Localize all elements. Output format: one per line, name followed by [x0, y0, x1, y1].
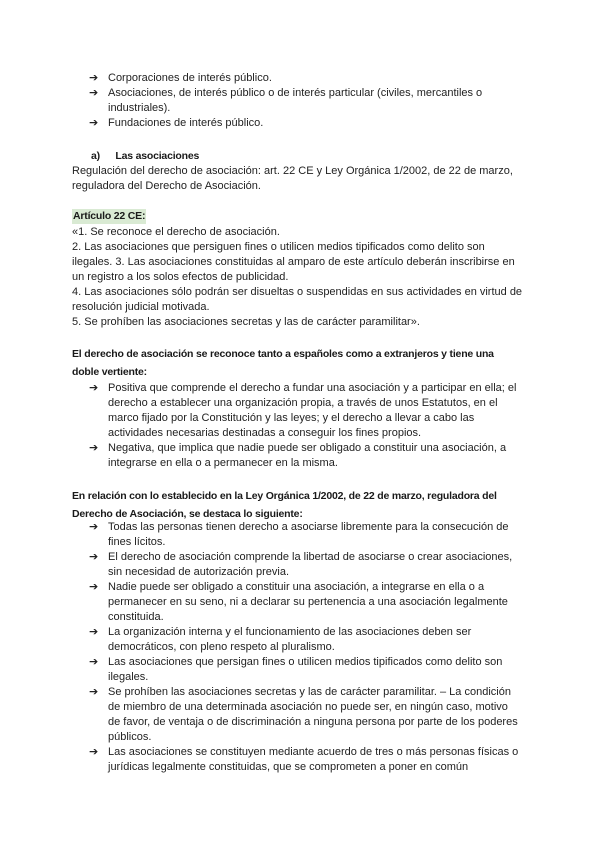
arrow-bullet-icon: ➔: [89, 581, 99, 593]
list-item-text: Corporaciones de interés público.: [108, 72, 272, 84]
articulo-line: 5. Se prohíben las asociaciones secretas y las de carácter paramilitar».: [72, 316, 420, 328]
list-item-text: Todas las personas tienen derecho a asociarse libremente para la consecución de fines lícitos.: [108, 521, 509, 548]
section-a-text: Regulación del derecho de asociación: art. 22 CE y Ley Orgánica 1/2002, de 22 de marzo, reguladora del Derecho de Asociación.: [72, 165, 513, 192]
arrow-bullet-icon: ➔: [89, 686, 99, 698]
arrow-bullet-icon: ➔: [89, 656, 99, 668]
articulo-line: 2. Las asociaciones que persiguen fines o utilicen medios tipificados como delito son ilegales. 3. Las asociaciones constituidas al amparo de este artículo deberán inscribirse en un registro a los solos efectos de publicidad.: [72, 241, 515, 283]
section-a-heading: [91, 149, 551, 164]
list-item: [89, 116, 509, 131]
arrow-bullet-icon: ➔: [89, 746, 99, 758]
articulo-body: [72, 225, 528, 330]
ley-list: [89, 520, 519, 775]
intro-list: [89, 71, 509, 131]
list-item: [89, 381, 519, 441]
arrow-bullet-icon: ➔: [89, 117, 99, 129]
list-item: [89, 520, 519, 550]
list-item: [89, 580, 519, 625]
section-a-title: Las asociaciones: [115, 150, 200, 162]
list-item-text: Asociaciones, de interés público o de interés particular (civiles, mercantiles o industriales).: [108, 87, 483, 114]
section-a-marker: a): [91, 150, 100, 162]
list-item-text: Negativa, que implica que nadie puede ser obligado a constituir una asociación, a integrarse en ella o a permanecer en la misma.: [108, 442, 507, 469]
list-item: [89, 550, 519, 580]
list-item-text: Las asociaciones se constituyen mediante acuerdo de tres o más personas físicas o jurídicas legalmente constituidas, que se comprometen a poner en común: [108, 746, 519, 773]
articulo-heading-row: [72, 209, 532, 224]
vertiente-list: [89, 381, 519, 471]
list-item-text: La organización interna y el funcionamiento de las asociaciones deben ser democráticos, con pleno respeto al pluralismo.: [108, 626, 472, 653]
arrow-bullet-icon: ➔: [89, 87, 99, 99]
list-item-text: Positiva que comprende el derecho a fundar una asociación y a participar en ella; el derecho a establecer una organización propia, a través de unos Estatutos, en el marco fijado por la Constitución y las leyes; y el derecho a llevar a cabo las actividades necesarias destinadas a conseguir los fines propios.: [108, 382, 517, 439]
list-item-text: Nadie puede ser obligado a constituir una asociación, a integrarse en ella o a permanecer en su seno, ni a declarar su pertenencia a una asociación legalmente constituida.: [108, 581, 508, 623]
arrow-bullet-icon: ➔: [89, 521, 99, 533]
arrow-bullet-icon: ➔: [89, 382, 99, 394]
list-item: [89, 745, 519, 775]
articulo-line: «1. Se reconoce el derecho de asociación.: [72, 226, 280, 238]
arrow-bullet-icon: ➔: [89, 442, 99, 454]
arrow-bullet-icon: ➔: [89, 626, 99, 638]
list-item: [89, 86, 509, 116]
list-item-text: El derecho de asociación comprende la libertad de asociarse o crear asociaciones, sin necesidad de autorización previa.: [108, 551, 513, 578]
articulo-heading: Artículo 22 CE:: [73, 210, 146, 222]
arrow-bullet-icon: ➔: [89, 72, 99, 84]
list-item-text: Las asociaciones que persigan fines o utilicen medios tipificados como delito son ilegales.: [108, 656, 503, 683]
ley-heading: En relación con lo establecido en la Ley Orgánica 1/2002, de 22 de marzo, reguladora del Derecho de Asociación, se destaca lo siguiente:: [72, 490, 497, 520]
list-item: [89, 441, 519, 471]
vertiente-heading: El derecho de asociación se reconoce tanto a españoles como a extranjeros y tiene una doble vertiente:: [72, 348, 494, 378]
list-item: [89, 625, 519, 655]
list-item: [89, 71, 509, 86]
articulo-line: 4. Las asociaciones sólo podrán ser disueltas o suspendidas en sus actividades en virtud de resolución judicial motivada.: [72, 286, 523, 313]
list-item-text: Fundaciones de interés público.: [108, 117, 264, 129]
list-item-text: Se prohíben las asociaciones secretas y las de carácter paramilitar. – La condición de miembro de una determinada asociación no puede ser, en ningún caso, motivo de favor, de ventaja o de discriminación a ninguna persona por parte de los poderes públicos.: [108, 686, 518, 743]
list-item: [89, 685, 519, 745]
list-item: [89, 655, 519, 685]
arrow-bullet-icon: ➔: [89, 551, 99, 563]
